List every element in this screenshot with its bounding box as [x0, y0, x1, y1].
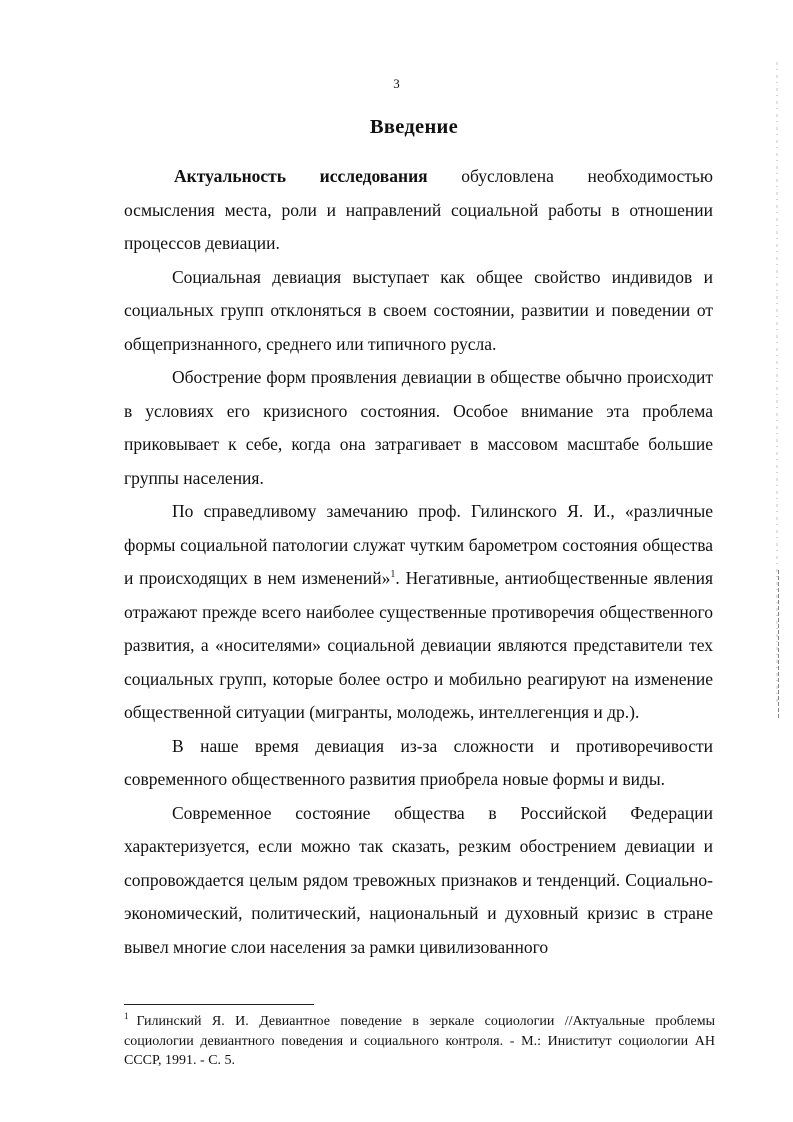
relevance-rest: обусловлена необходимостью осмысления места, роли и направлений социальной работы в отношении процессов девиации. [124, 166, 713, 253]
body-text [124, 160, 713, 964]
paragraph: Современное состояние общества в Российской Федерации характеризуется, если можно так сказать, резким обострением девиации и сопровождается целым рядом тревожных признаков и тенденций. Социально-экономический, политический, национальный и духовный кризис в стране вывел многие слои населения за рамки цивилизованного [124, 802, 713, 957]
page-title: Введение [369, 116, 459, 138]
paragraph: В наше время девиация из-за сложности и противоречивости современного общественного развития приобрела новые формы и виды. [124, 735, 713, 789]
page-number: 3 [393, 76, 400, 91]
footnote-divider [124, 1004, 314, 1005]
paragraph-quote [124, 495, 713, 730]
relevance-lead: Актуальность исследования [174, 166, 428, 186]
footnote-text: Гилинский Я. И. Девиантное поведение в зеркале социологии //Актуальные проблемы социологии девиантного поведения и социального контроля. - М.: Иниститут социологии АН СССР, 1991. - С. 5. [124, 1014, 715, 1068]
footnote-reference: 1 [390, 569, 396, 580]
footnote [124, 1012, 715, 1071]
paragraph-continuation: . Негативные, антиобщественные явления отражают прежде всего наиболее существенные противоречия общественного развития, а «носителями» социальной девиации являются представители тех социальных групп, которые более остро и мобильно реагируют на изменение общественной ситуации (мигранты, молодежь, интеллегенция и др.). [124, 568, 713, 722]
paragraph: Социальная девиация выступает как общее свойство индивидов и социальных групп отклоняться в своем состоянии, развитии и поведении от общепризнанного, среднего или типичного русла. [124, 266, 713, 354]
scan-edge-artifact [778, 570, 779, 720]
quote-text: По справедливому замечанию проф. Гилинского Я. И., «различные формы социальной патологии служат чутким барометром состояния общества и происходящих в нем изменений» [124, 501, 713, 588]
paragraph-relevance [124, 160, 713, 261]
footnote-marker: 1 [124, 1011, 129, 1021]
paragraph: Обострение форм проявления девиации в обществе обычно происходит в условиях его кризисного состояния. Особое внимание эта проблема приковывает к себе, когда она затрагивает в массовом масштабе большие группы населения. [124, 367, 713, 488]
